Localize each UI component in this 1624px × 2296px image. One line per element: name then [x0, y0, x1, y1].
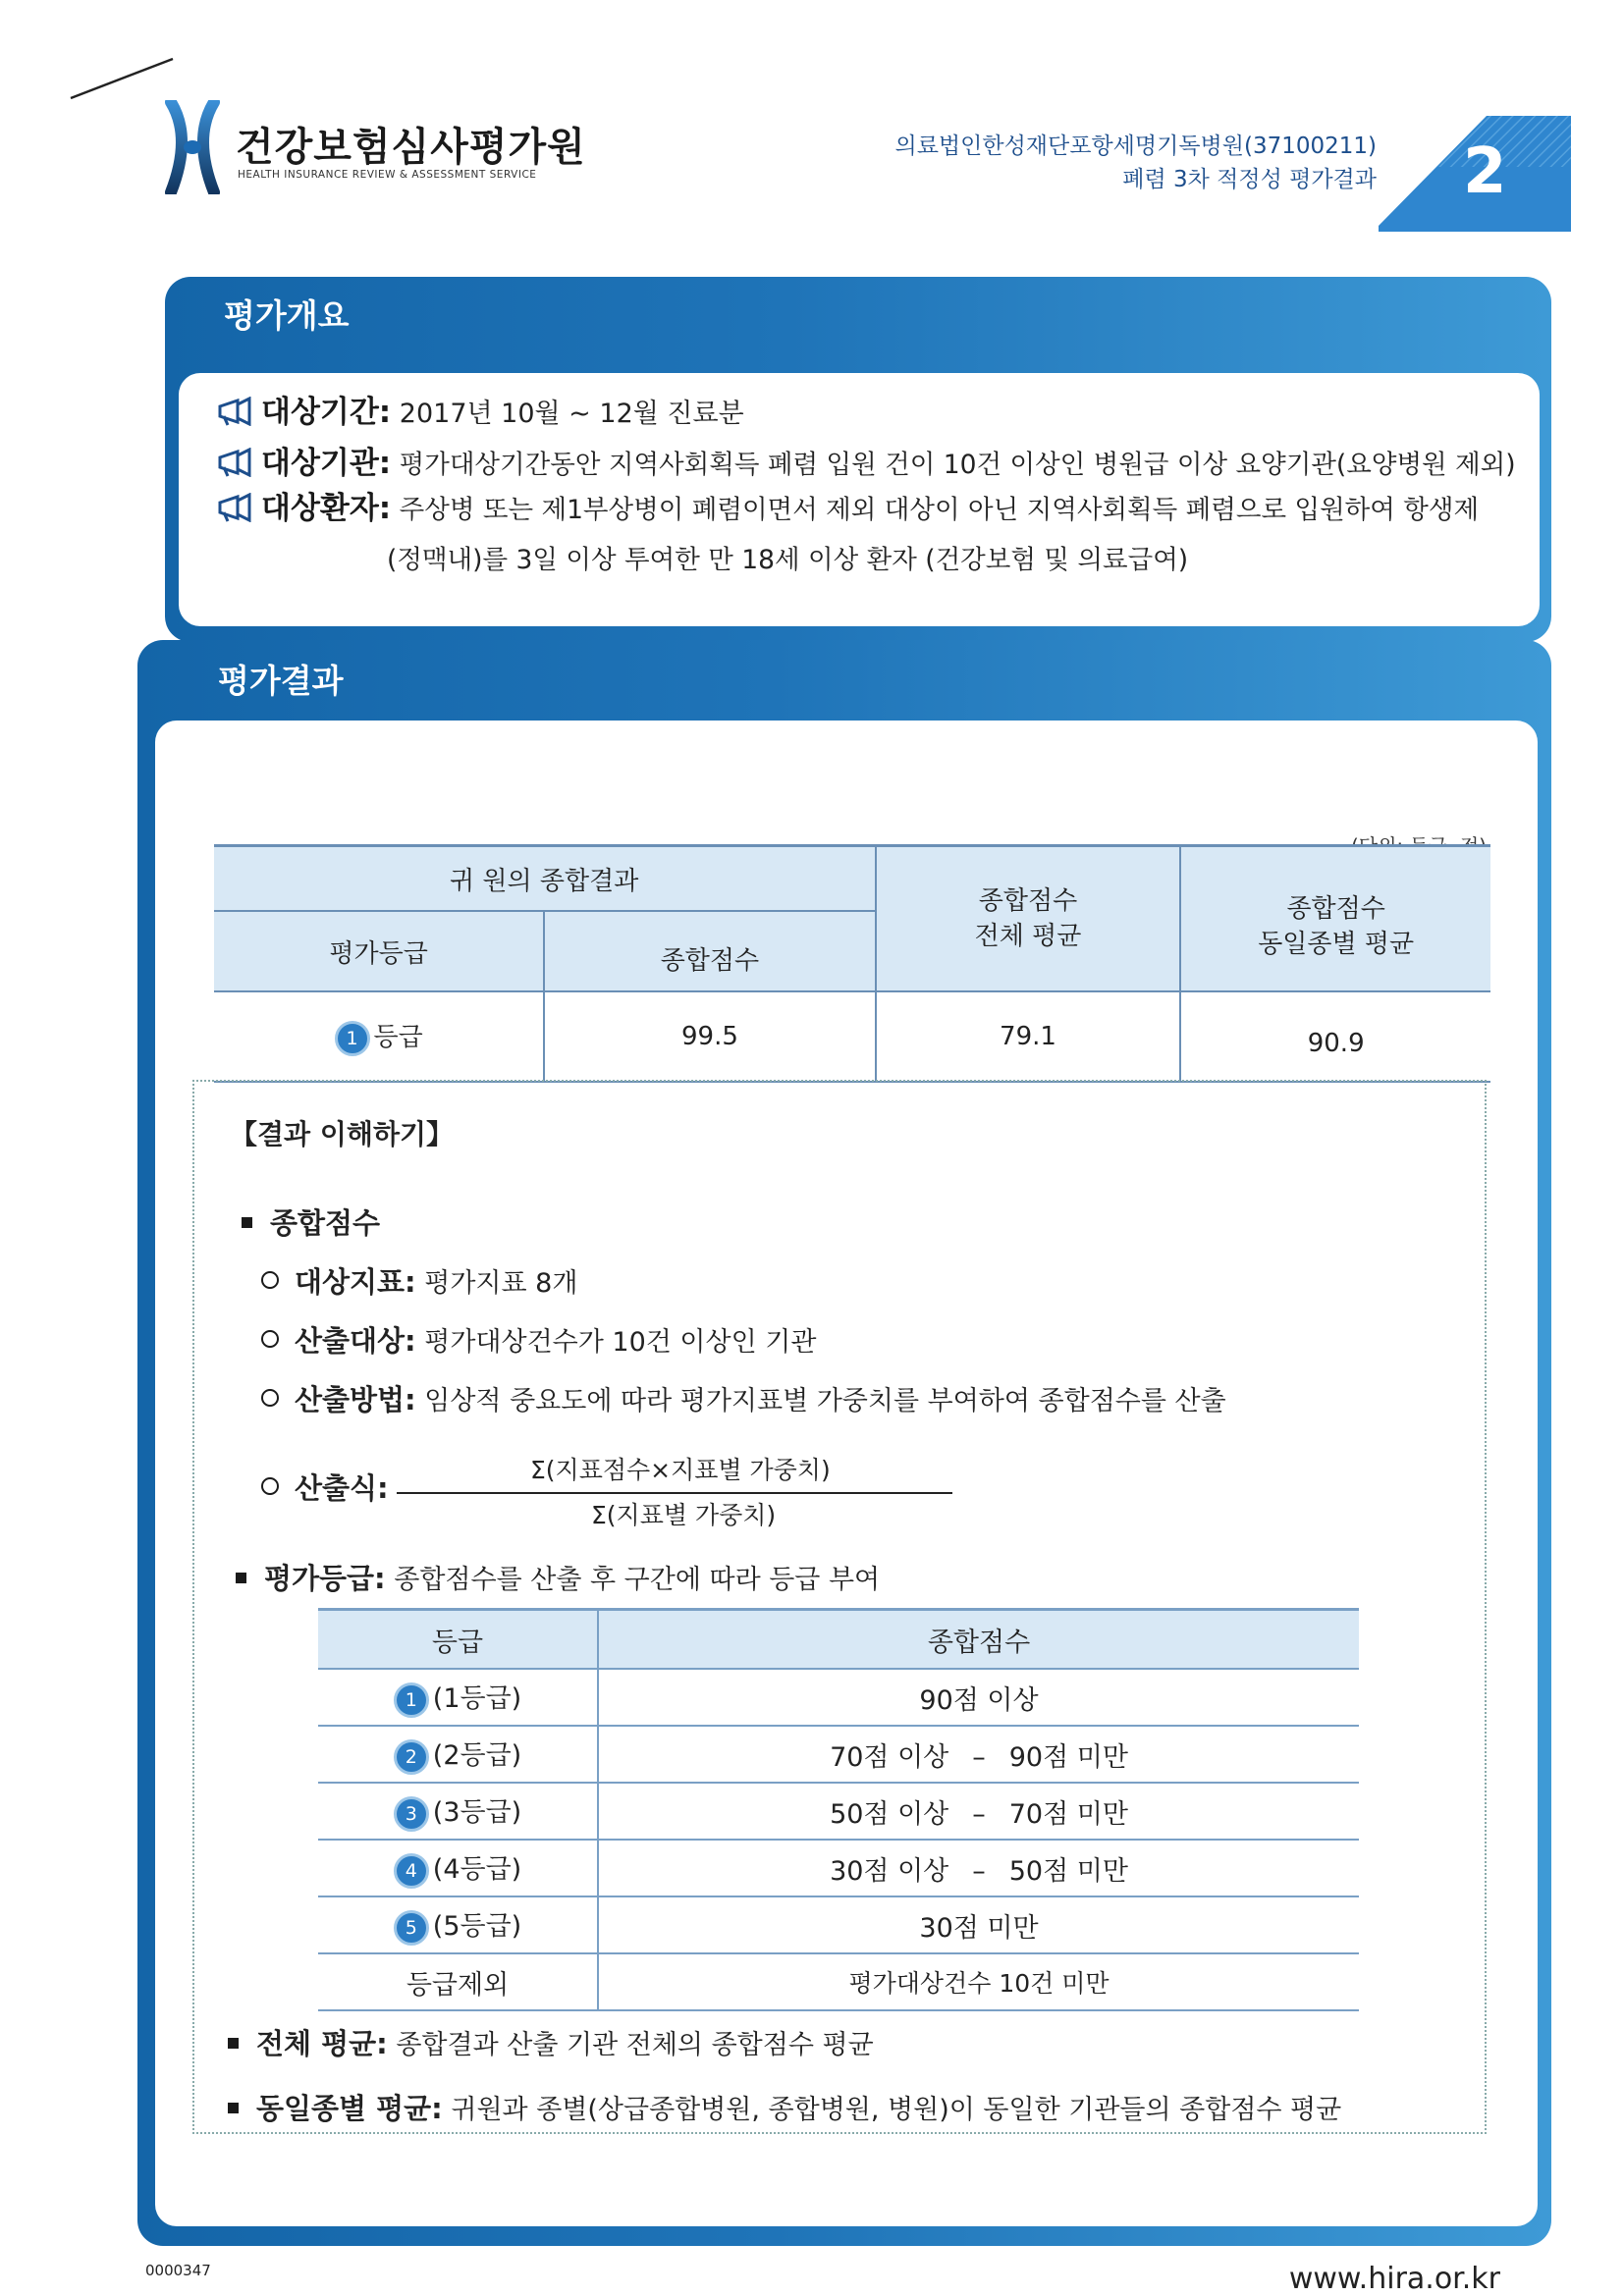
score-col-header: 종합점수 [598, 1610, 1359, 1670]
hospital-name: 의료법인한성재단포항세명기독병원(37100211) [894, 133, 1377, 159]
item-label: 산출방법: [295, 1383, 416, 1416]
overall-avg-section [228, 2022, 874, 2062]
range-low: 30점 이상 [830, 1855, 949, 1887]
score-cell: 99.5 [544, 991, 875, 1082]
results-title: 평가결과 [218, 662, 344, 700]
pen-mark [69, 55, 177, 102]
item-label: 산출대상: [295, 1324, 416, 1358]
group-header: 귀 원의 종합결과 [214, 846, 876, 912]
grade-label: (1등급) [432, 1683, 522, 1715]
excluded-text: 평가대상건수 10건 미만 [598, 1953, 1359, 2010]
formula-numerator: Σ(지표점수×지표별 가중치) [530, 1456, 831, 1484]
overview-title: 평가개요 [224, 296, 350, 335]
overview-item-patients-cont: (정맥내)를 3일 이상 투여한 만 18세 이상 환자 (건강보험 및 의료급여) [387, 545, 1189, 575]
grade-cell [318, 1783, 598, 1840]
hira-logo-icon [165, 100, 220, 194]
report-header [894, 130, 1377, 196]
overview-item-label: 대상기관: [261, 446, 392, 481]
overview-item-period [216, 387, 744, 431]
range-cell: 50점 이상 – 70점 미만 [598, 1783, 1359, 1840]
table-row [318, 1726, 1359, 1783]
formula-label: 산출식: [295, 1471, 389, 1505]
range-high: 50점 미만 [1008, 1855, 1128, 1887]
square-bullet-icon [228, 2038, 239, 2049]
grade-number-icon: 5 [394, 1910, 429, 1946]
avg-all-cell: 79.1 [876, 991, 1181, 1082]
overview-item-label: 대상기간: [261, 395, 392, 430]
formula-denominator: Σ(지표별 가중치) [591, 1501, 777, 1529]
document-code: 0000347 [145, 2262, 211, 2279]
website-url: www.hira.or.kr [1288, 2262, 1500, 2296]
item-text: 평가지표 8개 [424, 1268, 578, 1299]
page-number-badge: 2 [1463, 135, 1507, 208]
avg-same-header [1180, 846, 1490, 992]
score-header: 종합점수 [544, 911, 875, 991]
overall-avg-text: 종합결과 산출 기관 전체의 종합점수 평균 [396, 2030, 874, 2060]
same-type-avg-label: 동일종별 평균: [256, 2092, 443, 2125]
grade-section [236, 1557, 880, 1597]
grade-cell [318, 1840, 598, 1896]
grade-number-icon: 4 [394, 1853, 429, 1889]
range-low: 50점 이상 [830, 1798, 949, 1830]
logo-english-name: HEALTH INSURANCE REVIEW & ASSESSMENT SERVICE [238, 169, 537, 181]
explain-heading: 【결과 이해하기】 [230, 1118, 455, 1150]
grade-label: (4등급) [432, 1854, 522, 1886]
grade-cell [318, 1896, 598, 1953]
grade-col-header: 등급 [318, 1610, 598, 1670]
table-row [318, 1840, 1359, 1896]
item-text: 임상적 중요도에 따라 평가지표별 가중치를 부여하여 종합점수를 산출 [424, 1386, 1226, 1416]
overview-item-text: 평가대상기간동안 지역사회획득 폐렴 입원 건이 10건 이상인 병원급 이상 요양기관(요양병원 제외) [399, 450, 1516, 480]
grade-number-icon: 1 [335, 1021, 370, 1056]
circle-bullet-icon [261, 1477, 279, 1495]
grade-text: 등급 [373, 1023, 423, 1053]
range-high: 70점 미만 [1008, 1798, 1128, 1830]
avg-all-header-line2: 전체 평균 [974, 922, 1082, 951]
total-score-label: 종합점수 [270, 1206, 381, 1240]
grade-cell [318, 1726, 598, 1783]
square-bullet-icon [242, 1217, 252, 1228]
logo-korean-name: 건강보험심사평가원 [236, 125, 586, 170]
avg-all-header-line1: 종합점수 [978, 886, 1078, 916]
range-low: 70점 이상 [830, 1741, 949, 1773]
avg-same-header-line1: 종합점수 [1286, 893, 1385, 924]
grade-number-icon: 3 [394, 1796, 429, 1832]
overview-item-label: 대상환자: [261, 491, 392, 526]
grade-cell [214, 991, 544, 1082]
grade-number-icon: 1 [394, 1682, 429, 1718]
grade-cell [318, 1669, 598, 1726]
megaphone-icon [216, 448, 255, 477]
grade-header: 평가등급 [214, 911, 544, 991]
range-cell: 90점 이상 [598, 1669, 1359, 1726]
avg-same-cell: 90.9 [1180, 991, 1490, 1082]
formula-row [261, 1467, 389, 1507]
overview-item-text: 주상병 또는 제1부상병이 폐렴이면서 제외 대상이 아닌 지역사회획득 폐렴으로 입원하여 항생제 [399, 495, 1480, 525]
circle-bullet-icon [261, 1271, 279, 1289]
range-high: 90점 미만 [1008, 1741, 1128, 1773]
total-score-item [261, 1260, 577, 1301]
same-type-avg-text: 귀원과 종별(상급종합병원, 종합병원, 병원)이 동일한 기관들의 종합점수 평균 [451, 2095, 1342, 2125]
megaphone-icon [216, 397, 255, 426]
total-score-item [261, 1319, 816, 1360]
square-bullet-icon [236, 1573, 246, 1583]
fraction-bar [397, 1492, 952, 1494]
grade-label: (3등급) [432, 1797, 522, 1829]
overall-avg-label: 전체 평균: [256, 2027, 388, 2060]
result-summary-table [214, 844, 1490, 1083]
overview-item-institution [216, 438, 1516, 482]
grade-label: (2등급) [432, 1740, 522, 1772]
overview-item-patients [216, 483, 1479, 527]
total-score-section [242, 1201, 380, 1242]
excluded-cell: 등급제외 [318, 1953, 598, 2010]
circle-bullet-icon [261, 1389, 279, 1407]
same-type-avg-section [228, 2087, 1341, 2127]
avg-same-header-line2: 동일종별 평균 [1258, 929, 1415, 959]
table-row [318, 1896, 1359, 1953]
square-bullet-icon [228, 2103, 239, 2113]
grade-range-table [318, 1608, 1359, 2011]
megaphone-icon [216, 493, 255, 522]
table-row [318, 1953, 1359, 2010]
table-row [318, 1783, 1359, 1840]
overview-item-text: 2017년 10월 ~ 12월 진료분 [399, 399, 744, 429]
range-cell: 70점 이상 – 90점 미만 [598, 1726, 1359, 1783]
item-label: 대상지표: [295, 1265, 416, 1299]
grade-number-icon: 2 [394, 1739, 429, 1775]
table-row [318, 1669, 1359, 1726]
total-score-item [261, 1378, 1226, 1418]
grade-section-label: 평가등급: [264, 1562, 386, 1595]
report-title: 폐렴 3차 적정성 평가결과 [1122, 167, 1377, 192]
range-cell: 30점 미만 [598, 1896, 1359, 1953]
item-text: 평가대상건수가 10건 이상인 기관 [424, 1327, 817, 1358]
grade-label: (5등급) [432, 1911, 522, 1943]
circle-bullet-icon [261, 1330, 279, 1348]
range-cell: 30점 이상 – 50점 미만 [598, 1840, 1359, 1896]
avg-all-header [876, 846, 1181, 992]
grade-section-text: 종합점수를 산출 후 구간에 따라 등급 부여 [394, 1565, 881, 1595]
